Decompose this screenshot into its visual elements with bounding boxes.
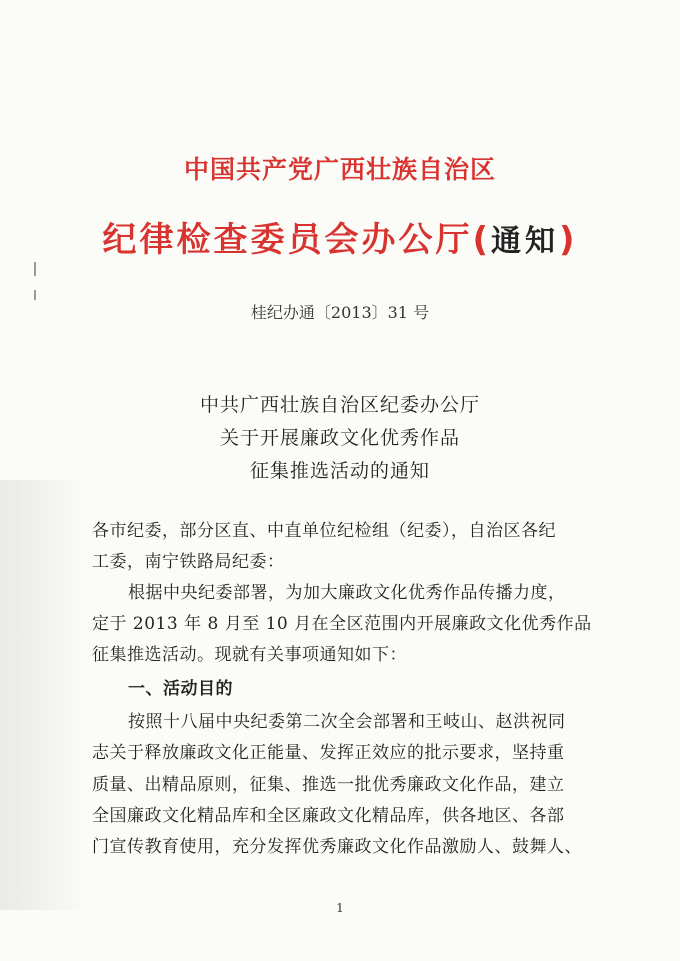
title-line-1: 中共广西壮族自治区纪委办公厅	[199, 394, 480, 416]
scan-shadow	[0, 480, 92, 910]
scan-mark	[34, 262, 36, 276]
page-number: 1	[336, 901, 344, 915]
addressee-line-2: 工委，南宁铁路局纪委：	[92, 552, 285, 572]
paragraph-1-line-3: 征集推选活动。现就有关事项通知如下：	[92, 645, 407, 665]
scan-mark	[34, 290, 36, 300]
paragraph-2-line-1: 按照十八届中央纪委第二次全会部署和王岐山、赵洪祝同	[128, 712, 566, 732]
addressee-line-1: 各市纪委，部分区直、中直单位纪检组（纪委），自治区各纪	[92, 521, 556, 541]
notice-label: 通知	[491, 224, 559, 259]
notice-close-paren: )	[559, 220, 578, 260]
title-line-2: 关于开展廉政文化优秀作品	[219, 427, 460, 449]
paragraph-1-line-1: 根据中央纪委部署，为加大廉政文化优秀作品传播力度，	[128, 583, 566, 603]
title-line-3: 征集推选活动的通知	[249, 460, 430, 482]
header-org-line2	[0, 212, 680, 261]
paragraph-2-line-2: 志关于释放廉政文化正能量、发挥正效应的批示要求，坚持重	[92, 743, 565, 763]
paragraph-2-line-4: 全国廉政文化精品库和全区廉政文化精品库，供各地区、各部	[92, 806, 565, 826]
header-org-line1: 中国共产党广西壮族自治区	[183, 155, 496, 184]
paragraph-2-line-3: 质量、出精品原则，征集、推选一批优秀廉政文化作品，建立	[92, 775, 565, 795]
section-1-heading: 一、活动目的	[128, 679, 233, 699]
paragraph-2-line-5: 门宣传教育使用，充分发挥优秀廉政文化作品激励人、鼓舞人、	[92, 837, 582, 857]
paragraph-1-line-2: 定于 2013 年 8 月至 10 月在全区范围内开展廉政文化优秀作品	[92, 614, 592, 634]
notice-open-paren: (	[472, 220, 491, 260]
document-number: 桂纪办通〔2013〕31 号	[250, 303, 430, 322]
header-org-name: 纪律检查委员会办公厅	[102, 220, 473, 260]
